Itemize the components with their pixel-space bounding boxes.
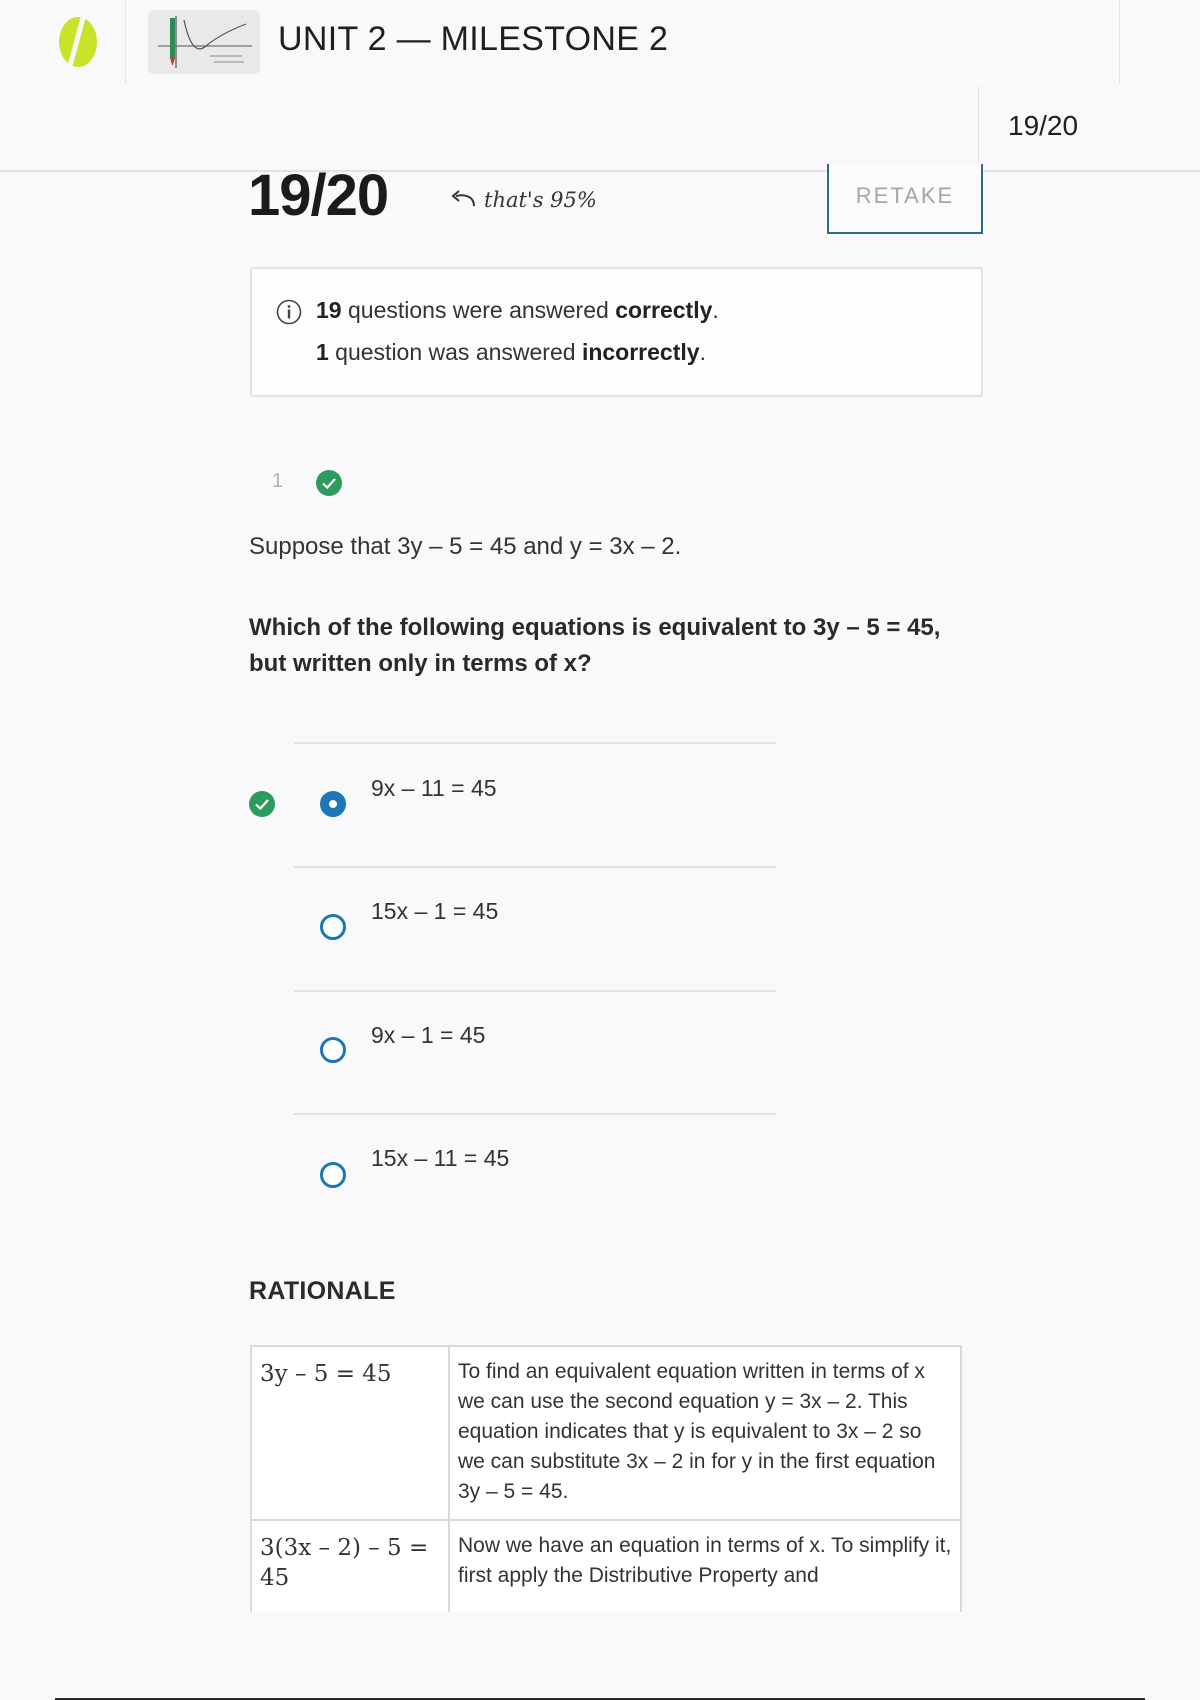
question-stem: Suppose that 3y – 5 = 45 and y = 3x – 2.: [249, 533, 682, 560]
question-prompt: Which of the following equations is equivalent to 3y – 5 = 45, but written only in terms of x?: [249, 614, 941, 677]
correct-answer-check-icon: [248, 790, 276, 818]
header-divider: [125, 0, 126, 84]
percent-note-text: that's 95%: [484, 188, 597, 212]
choice-2-radio[interactable]: [320, 914, 346, 940]
header-underline: [0, 170, 1200, 172]
sophia-logo-icon[interactable]: [56, 14, 100, 70]
table-row: [251, 1346, 961, 1520]
rationale-table: [250, 1345, 962, 1612]
score-tab-divider: [978, 86, 979, 172]
score-display: 19/20: [248, 163, 389, 228]
check-circle-icon: [315, 469, 343, 497]
page-title: UNIT 2 — MILESTONE 2: [278, 20, 669, 58]
choice-1-radio[interactable]: [320, 791, 346, 817]
choice-1-text[interactable]: 9x – 11 = 45: [371, 775, 497, 801]
question-number: 1: [272, 470, 284, 492]
retake-button[interactable]: RETAKE: [827, 164, 983, 234]
choice-2-text[interactable]: 15x – 1 = 45: [371, 898, 499, 924]
rationale-heading: RATIONALE: [249, 1277, 396, 1305]
choice-3-radio[interactable]: [320, 1037, 346, 1063]
choice-divider: [294, 1113, 776, 1115]
info-icon: [276, 299, 302, 325]
curved-arrow-icon: [448, 188, 478, 212]
rationale-math: 3y – 5 = 45: [251, 1346, 449, 1520]
percent-note: [448, 188, 597, 212]
rationale-text: Now we have an equation in terms of x. To simplify it, first apply the Distributive Property and: [449, 1520, 961, 1612]
choice-divider: [294, 866, 776, 868]
rationale-text: To find an equivalent equation written in terms of x we can use the second equation y = 3x – 2. This equation indicates that y is equivalent to 3x – 2 so we can substitute 3x – 2 in for y in the first equation 3y – 5 = 45.: [449, 1346, 961, 1520]
rationale-math: 3(3x – 2) – 5 = 45: [251, 1520, 449, 1612]
table-row: [251, 1520, 961, 1612]
choice-4-text[interactable]: 15x – 11 = 45: [371, 1145, 510, 1171]
choice-3-text[interactable]: 9x – 1 = 45: [371, 1022, 486, 1048]
choice-divider: [294, 990, 776, 992]
results-summary: [250, 267, 983, 397]
graph-thumbnail-icon: [148, 10, 260, 74]
correct-summary: 19 questions were answered correctly.: [316, 297, 719, 323]
choice-4-radio[interactable]: [320, 1162, 346, 1188]
header-score: 19/20: [1008, 110, 1079, 141]
incorrect-summary: 1 question was answered incorrectly.: [316, 339, 706, 365]
choice-divider: [294, 742, 776, 744]
